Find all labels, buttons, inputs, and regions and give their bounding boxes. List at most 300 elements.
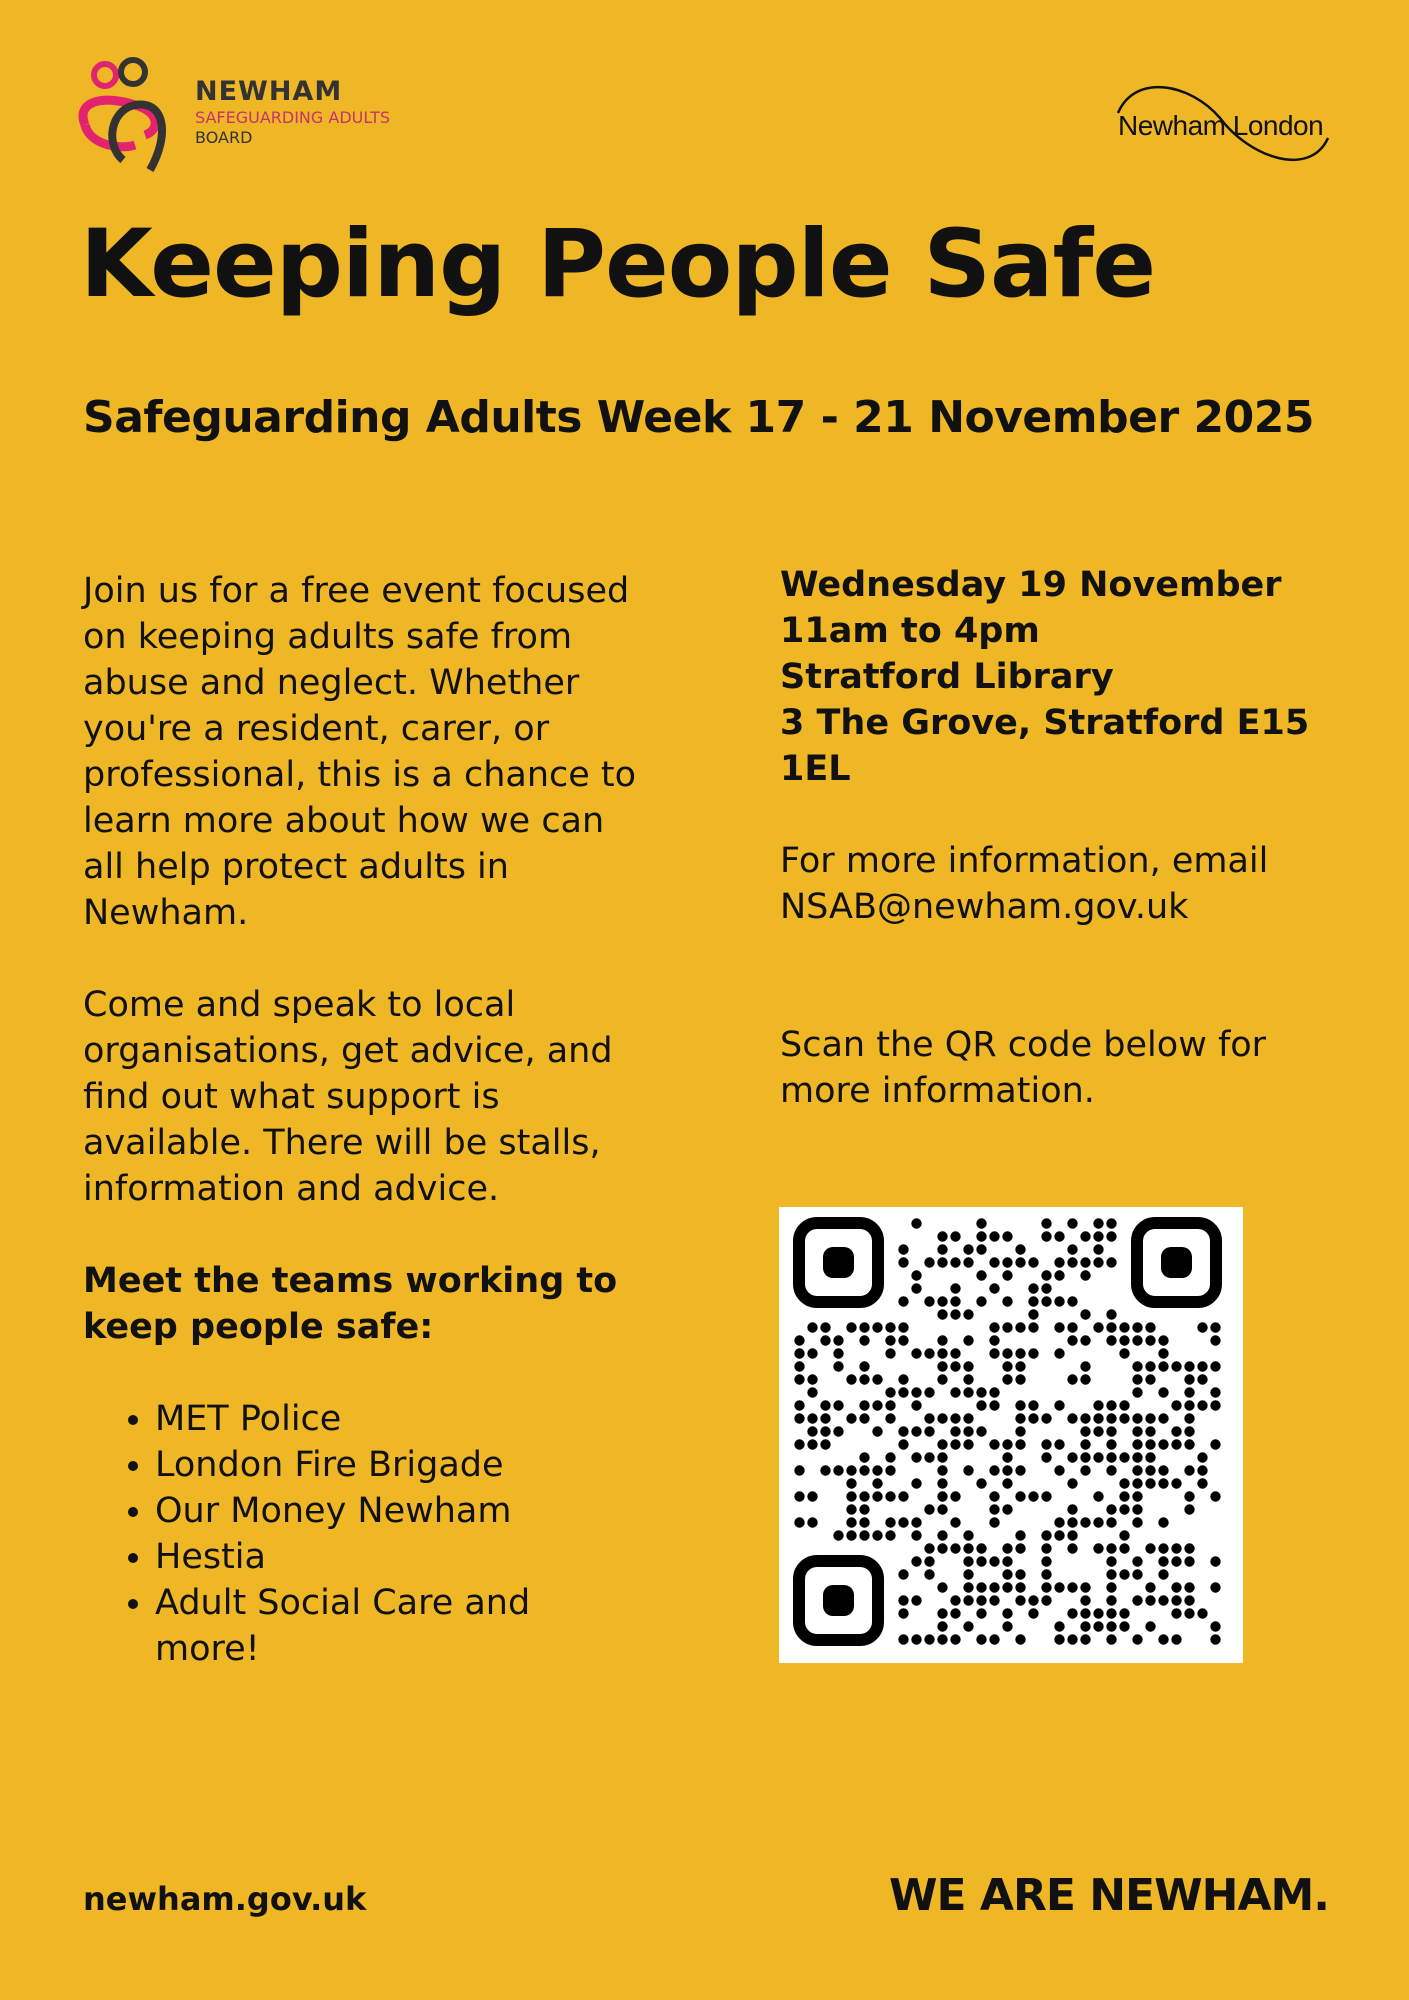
qr-dot xyxy=(1067,1218,1077,1228)
qr-dot xyxy=(1041,1595,1051,1605)
qr-dot xyxy=(1002,1374,1012,1384)
qr-dot xyxy=(937,1491,947,1501)
qr-dot xyxy=(1132,1569,1142,1579)
qr-dot xyxy=(924,1257,934,1267)
qr-dot xyxy=(911,1634,921,1644)
qr-dot xyxy=(1093,1517,1103,1527)
qr-dot xyxy=(1106,1218,1116,1228)
qr-dot xyxy=(1119,1504,1129,1514)
qr-dot xyxy=(937,1244,947,1254)
qr-dot xyxy=(950,1439,960,1449)
qr-dot xyxy=(1145,1426,1155,1436)
qr-dot xyxy=(846,1517,856,1527)
qr-dot xyxy=(937,1608,947,1618)
qr-dot xyxy=(963,1543,973,1553)
footer-website[interactable]: newham.gov.uk xyxy=(83,1880,367,1918)
qr-dot xyxy=(950,1426,960,1436)
qr-dot xyxy=(1080,1361,1090,1371)
qr-dot xyxy=(1028,1309,1038,1319)
qr-dot xyxy=(1067,1634,1077,1644)
qr-dot xyxy=(1002,1452,1012,1462)
qr-dot xyxy=(1106,1608,1116,1618)
qr-dot xyxy=(1184,1361,1194,1371)
qr-dot xyxy=(1015,1569,1025,1579)
qr-dot xyxy=(794,1413,804,1423)
qr-finder-center xyxy=(823,1585,854,1616)
qr-dot xyxy=(924,1556,934,1566)
qr-dot xyxy=(1015,1543,1025,1553)
event-venue: Stratford Library xyxy=(780,657,1114,697)
qr-dot xyxy=(950,1517,960,1527)
qr-dot xyxy=(924,1452,934,1462)
qr-dot xyxy=(911,1400,921,1410)
qr-dot xyxy=(833,1361,843,1371)
qr-dot xyxy=(989,1257,999,1267)
qr-dot xyxy=(976,1270,986,1280)
qr-dot xyxy=(976,1608,986,1618)
qr-dot xyxy=(1106,1569,1116,1579)
qr-dot xyxy=(989,1387,999,1397)
qr-dot xyxy=(989,1348,999,1358)
qr-dot xyxy=(872,1400,882,1410)
qr-dot xyxy=(989,1582,999,1592)
qr-dot xyxy=(1054,1296,1064,1306)
qr-dot xyxy=(1158,1387,1168,1397)
qr-dot xyxy=(1184,1426,1194,1436)
qr-dot xyxy=(885,1517,895,1527)
qr-dot xyxy=(1080,1582,1090,1592)
qr-dot xyxy=(794,1439,804,1449)
qr-dot xyxy=(872,1426,882,1436)
qr-dot xyxy=(846,1413,856,1423)
qr-dot xyxy=(898,1257,908,1267)
qr-dot xyxy=(898,1322,908,1332)
qr-dot xyxy=(898,1439,908,1449)
qr-dot xyxy=(1067,1257,1077,1267)
qr-dot xyxy=(1080,1608,1090,1618)
qr-dot xyxy=(846,1478,856,1488)
qr-dot xyxy=(963,1257,973,1267)
qr-dot xyxy=(911,1348,921,1358)
qr-dot xyxy=(794,1465,804,1475)
qr-dot xyxy=(859,1452,869,1462)
qr-dot xyxy=(1015,1439,1025,1449)
qr-dot xyxy=(1197,1452,1207,1462)
newham-safeguarding-adults-board-logo xyxy=(75,50,415,175)
page-title: Keeping People Safe xyxy=(80,210,1156,319)
qr-dot xyxy=(1184,1556,1194,1566)
qr-dot xyxy=(898,1335,908,1345)
footer-slogan: WE ARE NEWHAM. xyxy=(888,1870,1329,1921)
qr-dot xyxy=(1158,1543,1168,1553)
qr-dot xyxy=(1054,1530,1064,1540)
qr-dot xyxy=(1067,1296,1077,1306)
qr-dot xyxy=(1197,1361,1207,1371)
qr-dot xyxy=(1041,1231,1051,1241)
qr-dot xyxy=(1041,1569,1051,1579)
qr-dot xyxy=(976,1582,986,1592)
qr-dot xyxy=(1132,1439,1142,1449)
qr-dot xyxy=(833,1400,843,1410)
qr-dot xyxy=(976,1296,986,1306)
qr-dot xyxy=(1197,1465,1207,1475)
qr-dot xyxy=(989,1231,999,1241)
qr-dot xyxy=(807,1413,817,1423)
qr-dot xyxy=(937,1504,947,1514)
qr-dot xyxy=(911,1452,921,1462)
qr-dot xyxy=(1197,1322,1207,1332)
qr-dot xyxy=(989,1517,999,1527)
qr-dot xyxy=(1158,1569,1168,1579)
qr-dot xyxy=(1106,1543,1116,1553)
qr-dot xyxy=(937,1257,947,1267)
qr-dot xyxy=(950,1543,960,1553)
qr-dot xyxy=(1080,1309,1090,1319)
qr-dot xyxy=(1210,1634,1220,1644)
qr-dot xyxy=(937,1582,947,1592)
qr-dot xyxy=(976,1244,986,1254)
qr-dot xyxy=(1119,1491,1129,1501)
qr-dot xyxy=(924,1634,934,1644)
qr-dot xyxy=(976,1231,986,1241)
qr-dot xyxy=(1041,1296,1051,1306)
qr-dot xyxy=(911,1530,921,1540)
qr-dot xyxy=(924,1413,934,1423)
qr-dot xyxy=(1067,1543,1077,1553)
qr-dot xyxy=(1106,1322,1116,1332)
qr-dot xyxy=(1171,1556,1181,1566)
qr-dot xyxy=(859,1322,869,1332)
logo-text-safeguarding: SAFEGUARDING ADULTS xyxy=(195,108,390,127)
qr-dot xyxy=(1171,1634,1181,1644)
qr-dot xyxy=(794,1348,804,1358)
qr-dot xyxy=(1054,1634,1064,1644)
qr-dot xyxy=(1106,1634,1116,1644)
qr-dot xyxy=(1145,1335,1155,1345)
qr-dot xyxy=(1145,1478,1155,1488)
qr-dot xyxy=(898,1387,908,1397)
qr-dot xyxy=(1067,1452,1077,1462)
qr-dot xyxy=(1015,1491,1025,1501)
qr-dot xyxy=(950,1309,960,1319)
qr-dot xyxy=(1093,1621,1103,1631)
qr-dot xyxy=(1106,1309,1116,1319)
qr-dot xyxy=(1158,1478,1168,1488)
qr-dot xyxy=(1093,1413,1103,1423)
qr-dot xyxy=(976,1387,986,1397)
qr-dot xyxy=(963,1374,973,1384)
qr-dot xyxy=(1132,1556,1142,1566)
list-item: • MET Police xyxy=(155,1396,575,1442)
qr-dot xyxy=(963,1530,973,1540)
qr-dot xyxy=(885,1400,895,1410)
qr-dot xyxy=(989,1322,999,1332)
qr-dot xyxy=(1184,1543,1194,1553)
qr-dot xyxy=(1041,1413,1051,1423)
qr-dot xyxy=(937,1634,947,1644)
qr-dot xyxy=(1067,1322,1077,1332)
qr-dot xyxy=(1210,1361,1220,1371)
qr-dot xyxy=(976,1478,986,1488)
qr-dot xyxy=(1145,1361,1155,1371)
qr-dot xyxy=(846,1322,856,1332)
qr-dot xyxy=(1158,1595,1168,1605)
logo-text: Newham London xyxy=(1118,110,1324,141)
qr-dot xyxy=(937,1621,947,1631)
qr-dot xyxy=(989,1439,999,1449)
qr-dot xyxy=(1015,1634,1025,1644)
qr-dot xyxy=(1158,1634,1168,1644)
qr-dot xyxy=(794,1400,804,1410)
qr-dot xyxy=(1028,1257,1038,1267)
qr-dot xyxy=(963,1621,973,1631)
qr-dot xyxy=(1041,1543,1051,1553)
qr-dot xyxy=(859,1530,869,1540)
qr-dot xyxy=(898,1296,908,1306)
qr-dot xyxy=(950,1361,960,1371)
qr-dot xyxy=(1002,1569,1012,1579)
qr-dot xyxy=(1080,1335,1090,1345)
qr-dot xyxy=(950,1595,960,1605)
qr-dot xyxy=(1145,1543,1155,1553)
qr-dot xyxy=(1080,1465,1090,1475)
qr-dot xyxy=(989,1491,999,1501)
qr-dot xyxy=(1002,1296,1012,1306)
qr-dot xyxy=(1132,1595,1142,1605)
qr-dot xyxy=(1132,1478,1142,1488)
qr-dot xyxy=(1002,1621,1012,1631)
page-subtitle: Safeguarding Adults Week 17 - 21 November 2025 xyxy=(83,392,1314,443)
qr-dot xyxy=(1184,1504,1194,1514)
qr-dot xyxy=(924,1387,934,1397)
qr-dot xyxy=(1041,1452,1051,1462)
qr-dot xyxy=(859,1504,869,1514)
qr-dot xyxy=(1210,1491,1220,1501)
intro-paragraph: Join us for a free event focused on keeping adults safe from abuse and neglect. Whether you're a resident, carer, or professional, this is a chance to learn more about how we can all help protect adults in Newham. xyxy=(83,571,637,933)
qr-dot xyxy=(1002,1348,1012,1358)
event-date: Wednesday 19 November xyxy=(780,565,1282,605)
qr-dot xyxy=(807,1374,817,1384)
qr-dot xyxy=(898,1491,908,1501)
qr-dot xyxy=(963,1361,973,1371)
qr-dot xyxy=(950,1231,960,1241)
qr-dot xyxy=(1054,1517,1064,1527)
qr-dot xyxy=(1197,1478,1207,1488)
qr-dot xyxy=(963,1595,973,1605)
qr-dot xyxy=(1067,1530,1077,1540)
qr-dot xyxy=(1028,1413,1038,1423)
qr-dot xyxy=(976,1218,986,1228)
qr-dot xyxy=(937,1439,947,1449)
qr-dot xyxy=(963,1465,973,1475)
qr-dot xyxy=(1080,1426,1090,1436)
qr-dot xyxy=(1002,1556,1012,1566)
qr-dot xyxy=(1145,1439,1155,1449)
qr-dot xyxy=(1028,1296,1038,1306)
qr-dot xyxy=(820,1465,830,1475)
qr-dot xyxy=(1132,1387,1142,1397)
qr-dot xyxy=(1106,1426,1116,1436)
qr-dot xyxy=(872,1491,882,1501)
qr-finder-center xyxy=(823,1247,854,1278)
qr-dot xyxy=(859,1517,869,1527)
qr-dot xyxy=(1106,1231,1116,1241)
qr-dot xyxy=(885,1465,895,1475)
qr-dot xyxy=(1041,1491,1051,1501)
email-link[interactable]: NSAB@newham.gov.uk xyxy=(780,887,1189,927)
qr-dot xyxy=(1028,1322,1038,1332)
qr-dot xyxy=(1002,1257,1012,1267)
qr-dot xyxy=(1106,1582,1116,1592)
qr-dot xyxy=(1132,1413,1142,1423)
logo-text-board: BOARD xyxy=(195,128,253,147)
qr-dot xyxy=(1106,1439,1116,1449)
qr-dot xyxy=(1002,1608,1012,1618)
qr-dot xyxy=(937,1348,947,1358)
qr-dot xyxy=(1106,1257,1116,1267)
logo-text-newham: NEWHAM xyxy=(195,76,343,107)
qr-dot xyxy=(1119,1569,1129,1579)
qr-dot xyxy=(1171,1478,1181,1488)
list-item: • London Fire Brigade xyxy=(155,1442,575,1488)
qr-dot xyxy=(1106,1465,1116,1475)
qr-dot xyxy=(1119,1348,1129,1358)
qr-dot xyxy=(1158,1335,1168,1345)
qr-dot xyxy=(1015,1361,1025,1371)
qr-dot xyxy=(1067,1517,1077,1527)
qr-dot xyxy=(1158,1556,1168,1566)
qr-dot xyxy=(1002,1543,1012,1553)
qr-dot xyxy=(1015,1530,1025,1540)
qr-dot xyxy=(1028,1608,1038,1618)
qr-dot xyxy=(1171,1439,1181,1449)
qr-dot xyxy=(1080,1231,1090,1241)
qr-dot xyxy=(1184,1465,1194,1475)
qr-dot xyxy=(807,1491,817,1501)
qr-dot xyxy=(1184,1595,1194,1605)
list-item: • Our Money Newham xyxy=(155,1488,575,1534)
qr-dot xyxy=(885,1322,895,1332)
qr-dot xyxy=(898,1374,908,1384)
details-paragraph: Come and speak to local organisations, get advice, and find out what support is available. There will be stalls, information and advice. xyxy=(83,985,613,1209)
qr-dot xyxy=(1119,1322,1129,1332)
qr-dot xyxy=(1054,1257,1064,1267)
list-item: • Adult Social Care and more! xyxy=(155,1580,575,1672)
qr-dot xyxy=(872,1465,882,1475)
qr-dot xyxy=(1210,1400,1220,1410)
qr-dot xyxy=(859,1374,869,1384)
qr-dot xyxy=(1210,1387,1220,1397)
qr-dot xyxy=(820,1400,830,1410)
qr-dot xyxy=(1080,1439,1090,1449)
qr-code[interactable] xyxy=(779,1207,1243,1663)
qr-dot xyxy=(1171,1595,1181,1605)
qr-dot xyxy=(833,1465,843,1475)
qr-dot xyxy=(1080,1452,1090,1462)
qr-dot xyxy=(885,1335,895,1345)
qr-dot xyxy=(807,1322,817,1332)
qr-dot xyxy=(1054,1582,1064,1592)
qr-dot xyxy=(989,1504,999,1514)
qr-dot xyxy=(794,1361,804,1371)
qr-dot xyxy=(1132,1634,1142,1644)
qr-dot xyxy=(1002,1504,1012,1514)
qr-dot xyxy=(1054,1621,1064,1631)
qr-dot xyxy=(833,1530,843,1540)
left-column xyxy=(83,568,643,1672)
qr-dot xyxy=(1015,1244,1025,1254)
qr-dot xyxy=(1210,1582,1220,1592)
qr-dot xyxy=(794,1374,804,1384)
qr-dot xyxy=(898,1426,908,1436)
qr-dot xyxy=(898,1634,908,1644)
qr-dot xyxy=(1145,1465,1155,1475)
qr-dot xyxy=(1067,1608,1077,1618)
qr-dot xyxy=(1080,1634,1090,1644)
qr-dot xyxy=(885,1491,895,1501)
qr-dot xyxy=(963,1582,973,1592)
qr-dot xyxy=(872,1374,882,1384)
event-time: 11am to 4pm xyxy=(780,611,1040,651)
qr-dot xyxy=(950,1608,960,1618)
qr-dot xyxy=(1145,1322,1155,1332)
qr-dot xyxy=(885,1387,895,1397)
qr-dot xyxy=(1106,1556,1116,1566)
qr-dot xyxy=(1132,1504,1142,1514)
qr-dot xyxy=(989,1556,999,1566)
qr-dot xyxy=(963,1309,973,1319)
qr-dot xyxy=(1093,1543,1103,1553)
qr-dot xyxy=(807,1387,817,1397)
qr-dot xyxy=(898,1608,908,1618)
qr-dot xyxy=(1119,1400,1129,1410)
qr-dot xyxy=(1041,1270,1051,1280)
info-text: For more information, email xyxy=(780,841,1269,881)
qr-dot xyxy=(1015,1465,1025,1475)
qr-dot xyxy=(950,1387,960,1397)
qr-dot xyxy=(1002,1322,1012,1332)
qr-dot xyxy=(1067,1335,1077,1345)
qr-dot xyxy=(1067,1244,1077,1254)
qr-dot xyxy=(1015,1374,1025,1384)
qr-dot xyxy=(1028,1348,1038,1358)
qr-dot xyxy=(833,1426,843,1436)
qr-dot xyxy=(1028,1491,1038,1501)
qr-dot xyxy=(820,1426,830,1436)
qr-dot xyxy=(1106,1335,1116,1345)
qr-dot xyxy=(963,1413,973,1423)
qr-dot xyxy=(1210,1556,1220,1566)
qr-dot xyxy=(937,1452,947,1462)
qr-dot xyxy=(898,1517,908,1527)
qr-dot xyxy=(1080,1270,1090,1280)
qr-dot xyxy=(1119,1621,1129,1631)
qr-dot xyxy=(1015,1257,1025,1267)
qr-dot xyxy=(976,1400,986,1410)
qr-dot xyxy=(1054,1465,1064,1475)
qr-dot xyxy=(1067,1374,1077,1384)
qr-dot xyxy=(807,1439,817,1449)
qr-dot xyxy=(1080,1595,1090,1605)
qr-dot xyxy=(1132,1374,1142,1384)
qr-dot xyxy=(924,1543,934,1553)
qr-dot xyxy=(872,1530,882,1540)
qr-dot xyxy=(898,1244,908,1254)
qr-dot xyxy=(898,1595,908,1605)
qr-dot xyxy=(807,1517,817,1527)
right-column xyxy=(780,562,1340,1114)
qr-dot xyxy=(1158,1361,1168,1371)
